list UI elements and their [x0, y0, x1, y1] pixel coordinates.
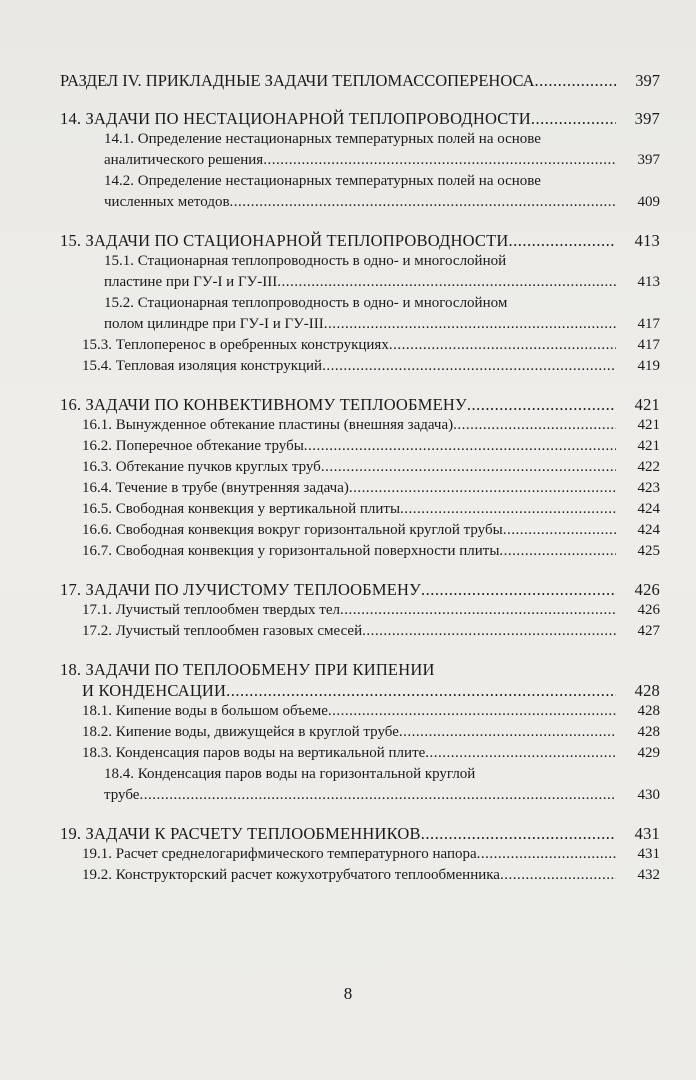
leader-dots	[425, 743, 616, 764]
subentry-title: 18.2. Кипение воды, движущейся в круглой трубе	[82, 724, 399, 740]
leader-dots	[362, 621, 616, 642]
leader-dots	[500, 865, 616, 886]
subentry-title: 18.3. Конденсация паров воды на вертикальной плите	[82, 745, 426, 761]
toc-subentry	[60, 541, 660, 562]
leader-dots	[324, 314, 616, 335]
subentry-title-cont: численных методов	[104, 194, 230, 210]
toc-subentry	[60, 621, 660, 642]
leader-dots	[421, 579, 616, 600]
page-ref: 421	[634, 395, 660, 414]
chapter-title: 17. ЗАДАЧИ ПО ЛУЧИСТОМУ ТЕПЛООБМЕНУ	[60, 580, 422, 599]
leader-dots	[400, 499, 616, 520]
toc-subentry	[60, 520, 660, 541]
page-ref: 413	[637, 274, 660, 290]
chapter-title: 18. ЗАДАЧИ ПО ТЕПЛООБМЕНУ ПРИ КИПЕНИИ	[60, 660, 435, 679]
leader-dots	[389, 335, 616, 356]
chapter-title: 14. ЗАДАЧИ ПО НЕСТАЦИОНАРНОЙ ТЕПЛОПРОВОДНОСТИ	[60, 109, 531, 128]
subentry-title: 18.1. Кипение воды в большом объеме	[82, 703, 328, 719]
page-ref: 428	[634, 681, 660, 700]
leader-dots	[328, 701, 616, 722]
leader-dots	[509, 230, 616, 251]
toc-subentry	[60, 478, 660, 499]
page-ref: 429	[637, 745, 660, 761]
toc-subentry	[60, 457, 660, 478]
leader-dots	[226, 680, 616, 701]
toc-subentry	[60, 356, 660, 377]
subentry-title: 16.7. Свободная конвекция у горизонтальной поверхности плиты	[82, 543, 500, 559]
subentry-title: 16.1. Вынужденное обтекание пластины (внешняя задача)	[82, 417, 454, 433]
page-ref: 424	[637, 501, 660, 517]
subentry-title: 16.2. Поперечное обтекание трубы	[82, 438, 304, 454]
subentry-title: 15.1. Стационарная теплопроводность в одно- и многослойной	[104, 253, 507, 269]
page-ref: 397	[635, 71, 660, 90]
toc-section-entry	[60, 70, 660, 91]
subentry-title: 16.4. Течение в трубе (внутренняя задача)	[82, 480, 349, 496]
toc-subentry	[60, 171, 660, 213]
page-ref: 428	[637, 724, 660, 740]
leader-dots	[322, 356, 616, 377]
page-ref: 421	[637, 417, 660, 433]
page-ref: 432	[637, 867, 660, 883]
toc-subentry	[60, 701, 660, 722]
leader-dots	[535, 70, 616, 91]
leader-dots	[499, 541, 616, 562]
page-ref: 422	[637, 459, 660, 475]
chapter-title: 16. ЗАДАЧИ ПО КОНВЕКТИВНОМУ ТЕПЛООБМЕНУ	[60, 395, 467, 414]
page-ref: 417	[637, 337, 660, 353]
subentry-title: 16.3. Обтекание пучков круглых труб	[82, 459, 321, 475]
subentry-title: 17.1. Лучистый теплообмен твердых тел	[82, 602, 340, 618]
subentry-title: 19.2. Конструкторский расчет кожухотрубчатого теплообменника	[82, 867, 500, 883]
subentry-title: 15.2. Стационарная теплопроводность в одно- и многослойном	[104, 295, 508, 311]
toc-chapter-entry	[60, 659, 660, 701]
subentry-title: 15.4. Тепловая изоляция конструкций	[82, 358, 323, 374]
toc-subentry	[60, 129, 660, 171]
toc-subentry	[60, 764, 660, 806]
subentry-title-cont: пластине при ГУ-I и ГУ-III	[104, 274, 278, 290]
leader-dots	[503, 520, 616, 541]
chapter-title-cont: И КОНДЕНСАЦИИ	[82, 681, 227, 700]
leader-dots	[467, 394, 616, 415]
page-ref: 421	[637, 438, 660, 454]
toc-chapter-entry	[60, 230, 660, 251]
subentry-title: 17.2. Лучистый теплообмен газовых смесей	[82, 623, 363, 639]
page-ref: 397	[634, 109, 660, 128]
toc-subentry	[60, 251, 660, 293]
page-ref: 409	[637, 194, 660, 210]
toc-subentry	[60, 499, 660, 520]
table-of-contents	[60, 70, 660, 886]
page-ref: 430	[637, 787, 660, 803]
toc-subentry	[60, 436, 660, 457]
leader-dots	[321, 457, 616, 478]
leader-dots	[340, 600, 616, 621]
toc-subentry	[60, 743, 660, 764]
page-ref: 426	[634, 580, 660, 599]
page-ref: 423	[637, 480, 660, 496]
page-ref: 426	[637, 602, 660, 618]
toc-chapter-entry	[60, 108, 660, 129]
page-ref: 431	[634, 824, 660, 843]
toc-chapter-entry	[60, 579, 660, 600]
subentry-title-cont: аналитического решения	[104, 152, 264, 168]
page-ref: 427	[637, 623, 660, 639]
leader-dots	[399, 722, 616, 743]
toc-subentry	[60, 844, 660, 865]
leader-dots	[230, 192, 616, 213]
leader-dots	[139, 785, 616, 806]
leader-dots	[453, 415, 616, 436]
subentry-title: 14.2. Определение нестационарных температурных полей на основе	[104, 173, 541, 189]
page-ref: 419	[637, 358, 660, 374]
leader-dots	[277, 272, 616, 293]
leader-dots	[421, 823, 616, 844]
toc-subentry	[60, 600, 660, 621]
page-ref: 424	[637, 522, 660, 538]
section-title: РАЗДЕЛ IV. ПРИКЛАДНЫЕ ЗАДАЧИ ТЕПЛОМАССОПЕРЕНОСА	[60, 71, 535, 90]
toc-subentry	[60, 415, 660, 436]
subentry-title: 16.6. Свободная конвекция вокруг горизонтальной круглой трубы	[82, 522, 503, 538]
page-ref: 397	[637, 152, 660, 168]
toc-subentry	[60, 293, 660, 335]
subentry-title: 18.4. Конденсация паров воды на горизонтальной круглой	[104, 766, 476, 782]
page-number: 8	[343, 984, 353, 1003]
chapter-title: 15. ЗАДАЧИ ПО СТАЦИОНАРНОЙ ТЕПЛОПРОВОДНОСТИ	[60, 231, 509, 250]
toc-subentry	[60, 722, 660, 743]
subentry-title: 15.3. Теплоперенос в оребренных конструкциях	[82, 337, 389, 353]
leader-dots	[531, 108, 616, 129]
toc-subentry	[60, 865, 660, 886]
leader-dots	[349, 478, 616, 499]
toc-subentry	[60, 335, 660, 356]
leader-dots	[477, 844, 616, 865]
page-ref: 417	[637, 316, 660, 332]
page-ref: 431	[637, 846, 660, 862]
subentry-title-cont: трубе	[104, 787, 140, 803]
chapter-title: 19. ЗАДАЧИ К РАСЧЕТУ ТЕПЛООБМЕННИКОВ	[60, 824, 421, 843]
toc-chapter-entry	[60, 394, 660, 415]
subentry-title: 16.5. Свободная конвекция у вертикальной плиты	[82, 501, 401, 517]
page-ref: 413	[634, 231, 660, 250]
subentry-title-cont: полом цилиндре при ГУ-I и ГУ-III	[104, 316, 324, 332]
toc-chapter-entry	[60, 823, 660, 844]
page-ref: 428	[637, 703, 660, 719]
leader-dots	[304, 436, 616, 457]
leader-dots	[263, 150, 616, 171]
subentry-title: 14.1. Определение нестационарных температурных полей на основе	[104, 131, 541, 147]
subentry-title: 19.1. Расчет среднелогарифмического температурного напора	[82, 846, 477, 862]
page-ref: 425	[637, 543, 660, 559]
